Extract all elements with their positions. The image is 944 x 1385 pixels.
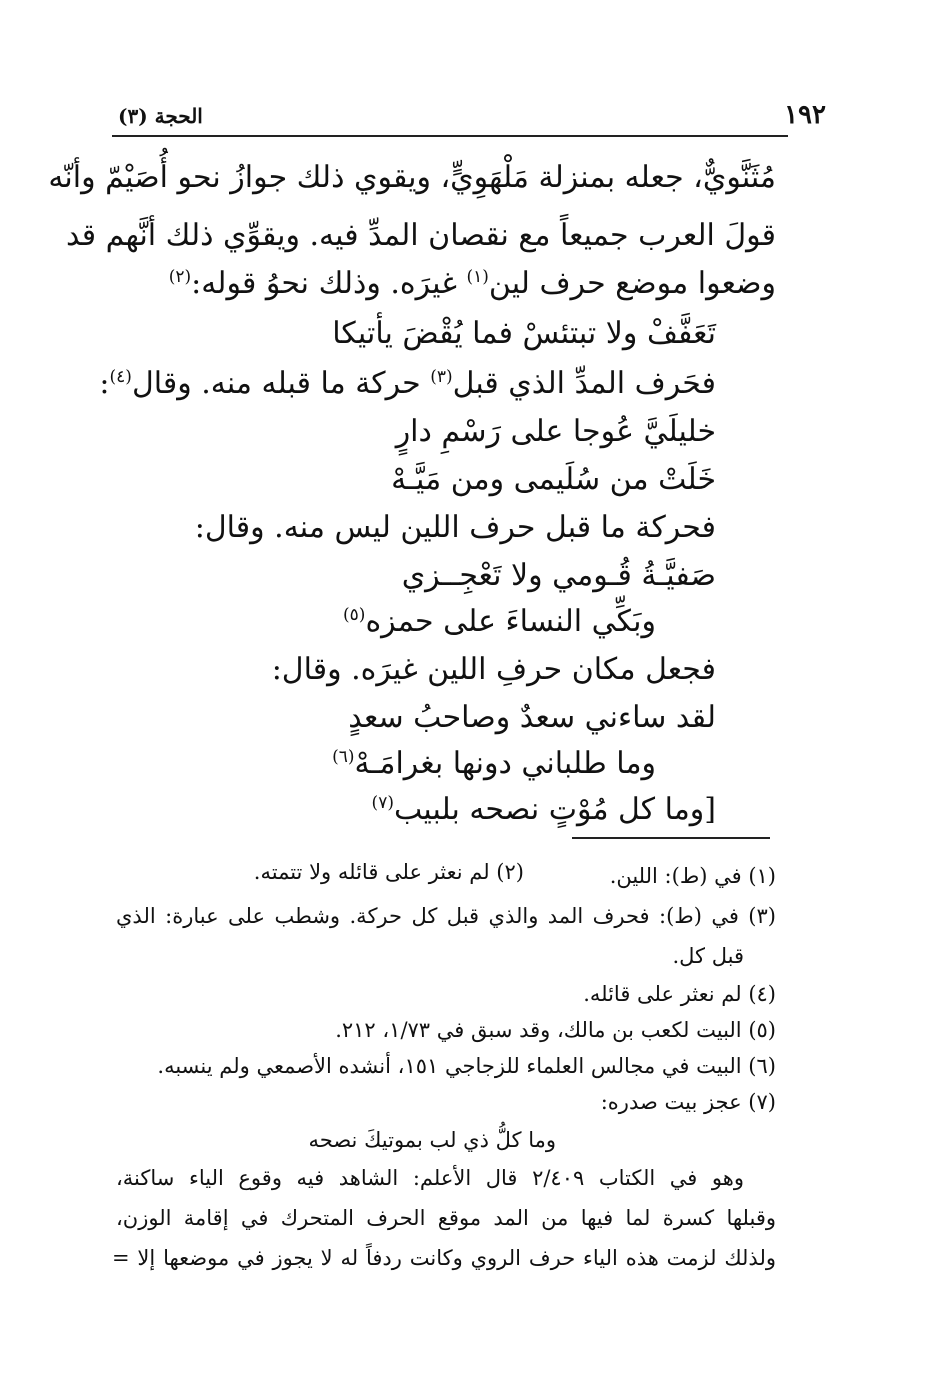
verse-text: وبَكِّي النساءَ على حمزه <box>365 604 656 639</box>
verse-line: لقد ساءني سعدٌ وصاحبُ سعدٍ <box>348 700 716 735</box>
verse-line: تَعَفَّفْ ولا تبتئسْ فما يُقْضَ يأتيكا <box>332 316 716 351</box>
verse-line <box>372 792 716 827</box>
page-number: ١٩٢ <box>784 100 826 130</box>
footnote-7: (٧) عجز بيت صدره: <box>600 1090 776 1114</box>
header-rule <box>112 135 788 137</box>
body-line-3 <box>169 266 776 301</box>
footnote-7-line-5: ولذلك لزمت هذه الياء حرف الروي وكانت ردفاً له لا يجوز في موضعها إلا = <box>112 1246 776 1270</box>
verse-text: وما طلباني دونها بغرامَـهْ <box>354 746 656 781</box>
body-text: غيرَه. وذلك نحوُ قوله: <box>191 266 467 301</box>
body-line-5: فحركة ما قبل حرف اللين ليس منه. وقال: <box>194 510 716 545</box>
footnote-ref: (١) <box>466 267 489 287</box>
footnote-2: (٢) لم نعثر على قائله ولا تتمته. <box>253 860 524 884</box>
verse-line <box>332 746 656 781</box>
verse-line <box>343 604 656 639</box>
body-line-4 <box>99 366 716 401</box>
verse-line: خَلَتْ من سُلَيمى ومن مَيَّـهْ <box>391 462 716 497</box>
footnote-6: (٦) البيت في مجالس العلماء للزجاجي ١٥١، أنشده الأصمعي ولم ينسبه. <box>157 1054 776 1078</box>
verse-line: صَفيَّـةُ قُـومي ولا تَعْجِــزي <box>401 558 716 593</box>
footnote-separator <box>572 837 770 839</box>
footnote-3-cont: قبل كل. <box>672 944 744 968</box>
verse-text: [وما كل مُوْتٍ نصحه بلبيب <box>393 792 716 827</box>
body-text: : <box>99 366 110 401</box>
footnote-ref: (٣) <box>430 367 453 387</box>
footnote-4: (٤) لم نعثر على قائله. <box>583 982 776 1006</box>
footnote-ref: (٤) <box>109 367 132 387</box>
body-text: فحَرف المدِّ الذي قبل <box>452 366 716 401</box>
footnote-7-line-3: وهو في الكتاب ٢/٤٠٩ قال الأعلم: الشاهد فيه وقوع الياء ساكنة، <box>116 1166 744 1190</box>
body-line-2: قولَ العرب جميعاً مع نقصان المدِّ فيه. ويقوِّي ذلك أنَّهم قد <box>66 218 776 253</box>
body-text: وضعوا موضع حرف لين <box>488 266 776 301</box>
footnote-ref: (٦) <box>332 747 355 767</box>
body-line-1: مُثَنَّويٌّ، جعله بمنزلة مَلْهَوِيٍّ، ويقوي ذلك جوازُ نحو أُصَيْمّ وأنّه <box>48 160 776 195</box>
footnote-3: (٣) في (ط): فحرف المد والذي قبل كل حركة. وشطب على عبارة: الذي <box>116 904 776 928</box>
verse-line: خليلَيَّ عُوجا على رَسْمِ دارٍ <box>395 414 716 449</box>
footnote-5: (٥) البيت لكعب بن مالك، وقد سبق في ١/٧٣، ٢١٢. <box>335 1018 776 1042</box>
footnote-1: (١) في (ط): اللين. <box>609 864 776 888</box>
running-title: الحجة (٣) <box>118 104 203 128</box>
body-text: حركة ما قبله منه. وقال <box>131 366 431 401</box>
footnote-7-verse: وما كلُّ ذي لب بموتيكَ نصحه <box>308 1128 556 1152</box>
body-line-6: فجعل مكان حرفِ اللين غيرَه. وقال: <box>271 652 716 687</box>
footnote-ref: (٥) <box>343 605 366 625</box>
footnote-ref: (٧) <box>371 793 394 813</box>
footnote-7-line-4: وقبلها كسرة لما فيها من المد موقع الحرف المتحرك في إقامة الوزن، <box>116 1206 776 1230</box>
footnote-ref: (٢) <box>168 267 192 287</box>
